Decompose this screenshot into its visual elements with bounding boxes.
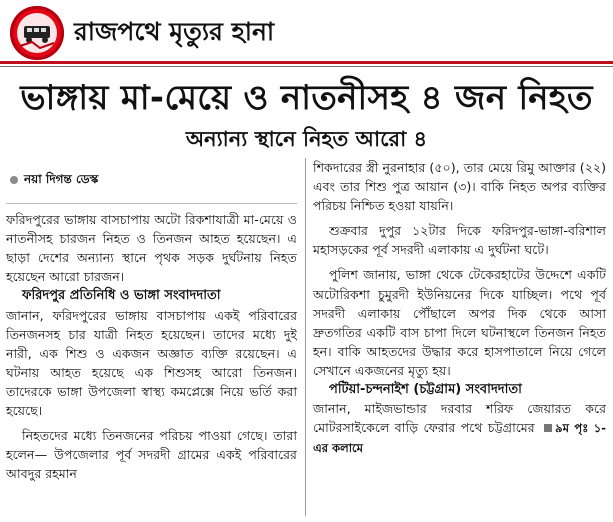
paragraph: পুলিশ জানায়, ভাঙ্গা থেকে টেকেরহাটের উদ্দেশে একটি অটোরিকশা চুমুরদী ইউনিয়নের দিকে যাচ্ছিল। পথে পূর্ব সদরদী এলাকায় পৌঁছালে অপর দিক থেকে আসা দ্রুতগতির একটি বাস চাপা দিলে ঘটনাস্থলে তিনজন নিহত হন। বাকি আহতদের উদ্ধার করে হাসপাতালে নিয়ে গেলে সেখানে একজনের মৃত্যু হয়। <box>313 267 606 378</box>
paragraph: নিহতদের মধ্যে তিনজনের পরিচয় পাওয়া গেছে। তারা হলেন— উপজেলার পূর্ব সদরদী গ্রামের একই পরিবারের আবদুর রহমান <box>6 428 297 482</box>
square-bullet-icon <box>544 424 552 432</box>
dateline <box>10 170 297 189</box>
left-column <box>6 158 297 483</box>
subheadline: অন্যান্য স্থানে নিহত আরো ৪ <box>185 127 428 151</box>
accident-logo-icon <box>10 6 64 60</box>
byline: পটিয়া-চন্দনাইশ (চট্টগ্রাম) সংবাদদাতা <box>329 382 522 398</box>
paragraph: জানান, ফরিদপুরের ভাঙ্গায় বাসচাপায় একই পরিবারের তিনজনসহ চার যাত্রী নিহত হয়েছেন। তাদের মধ্যে দুই নারী, এক শিশু ও একজন অজ্ঞাত ব্যক্তি রয়েছেন। এ ঘটনায় আহত হয়েছে এক শিশুসহ আরো তিনজন। তাদেরকে ভাঙ্গা উপজেলা স্বাস্থ্য কমপ্লেক্সে নিয়ে ভর্তি করা হয়েছে। <box>6 307 297 419</box>
byline: ফরিদপুর প্রতিনিধি ও ভাঙ্গা সংবাদদাতা <box>22 288 221 304</box>
dateline-text: নয়া দিগন্ত ডেস্ক <box>24 172 99 186</box>
headline: ভাঙ্গায় মা-মেয়ে ও নাতনীসহ ৪ জন নিহত <box>20 78 593 118</box>
right-column <box>313 158 606 458</box>
column-divider <box>305 158 306 516</box>
header-subdivider <box>0 66 613 67</box>
paragraph: শিকদারের স্ত্রী নুরনাহার (৫০), তার মেয়ে রিমু আক্তার (২২) এবং তার শিশু পুত্র আয়ান (৩)। বাকি নিহত অপর ব্যক্তির পরিচয় নিশ্চিত হওয়া যায়নি। <box>313 160 606 214</box>
paragraph-text: জানান, মাইজভান্ডার দরবার শরিফ জেয়ারত করে মোটরসাইকেলে বাড়ি ফেরার পথে চট্টগ্রামের <box>313 401 606 436</box>
header-divider <box>0 61 613 64</box>
paragraph <box>313 399 606 458</box>
bullet-icon <box>10 176 18 184</box>
rubric-header <box>4 4 609 62</box>
paragraph: ফরিদপুরের ভাঙ্গায় বাসচাপায় অটো রিকশাযাত্রী মা-মেয়ে ও নাতনীসহ চারজন নিহত ও তিনজন আহত হয়েছেন। এ ছাড়া দেশের অন্যান্য স্থানে পৃথক সড়ক দুর্ঘটনায় নিহত হয়েছেন আরো চারজন। <box>6 212 297 285</box>
rubric-title: রাজপথে মৃত্যুর হানা <box>74 17 275 46</box>
dateline-rule <box>6 203 297 204</box>
continuation-text: ৯ম পৃঃ ১-এর কলামে <box>313 421 606 456</box>
paragraph: শুক্রবার দুপুর ১২টার দিকে ফরিদপুর-ভাঙ্গা-বরিশাল মহাসড়কের পূর্ব সদরদী এলাকায় এ দুর্ঘটনা ঘটে। <box>313 223 606 258</box>
